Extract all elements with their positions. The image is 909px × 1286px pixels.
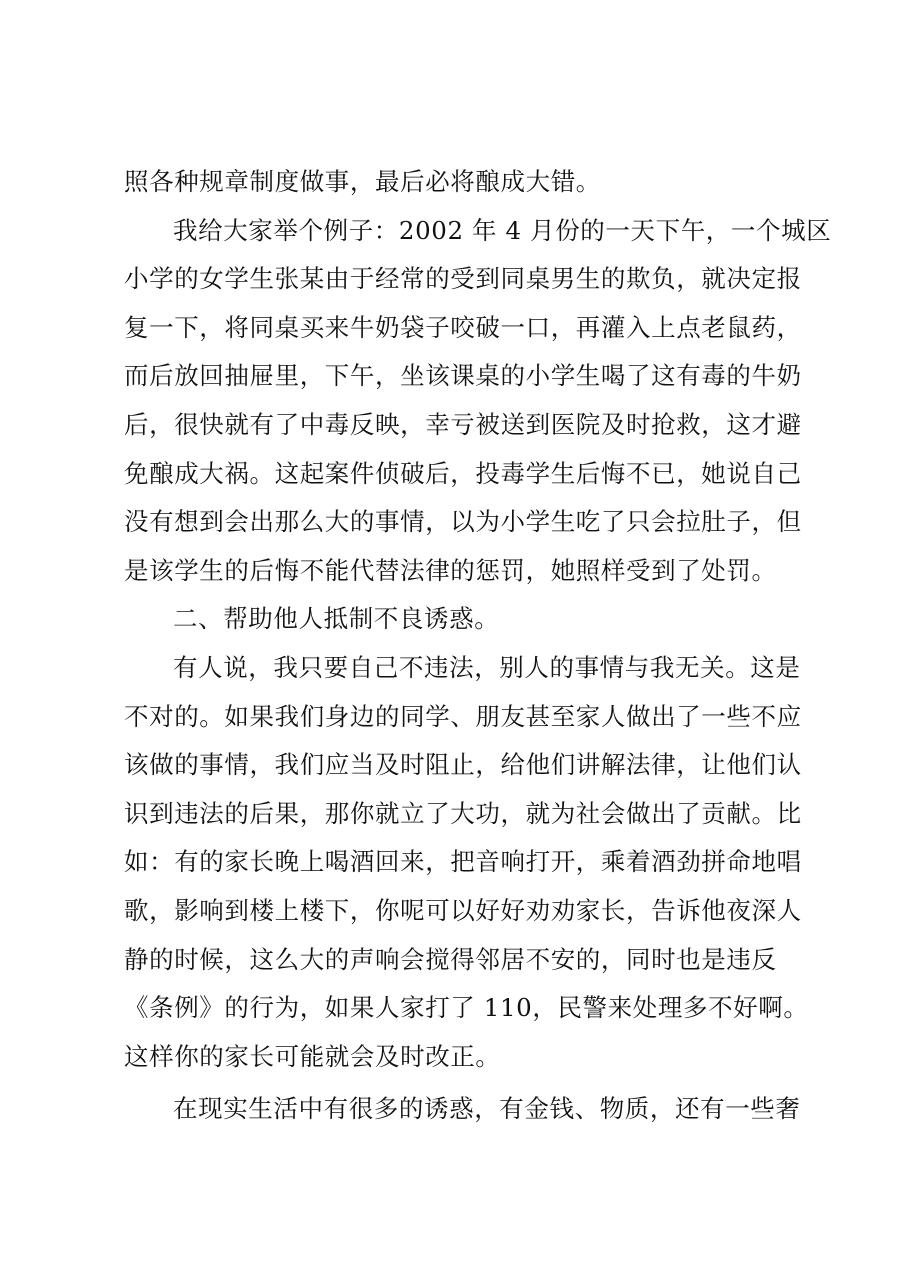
text-line: 该做的事情，我们应当及时阻止，给他们讲解法律，让他们认 xyxy=(124,750,802,780)
text-line: 没有想到会出那么大的事情，以为小学生吃了只会拉肚子，但 xyxy=(124,507,802,537)
text-line: 不对的。如果我们身边的同学、朋友甚至家人做出了一些不应 xyxy=(124,701,802,731)
text-line: 这样你的家长可能就会及时改正。 xyxy=(124,1041,501,1071)
text-line: 小学的女学生张某由于经常的受到同桌男生的欺负，就决定报 xyxy=(124,264,802,294)
section-heading: 二、帮助他人抵制不良诱惑。 xyxy=(173,604,500,634)
text-line: 是该学生的后悔不能代替法律的惩罚，她照样受到了处罚。 xyxy=(124,555,777,585)
text-line: 《条例》的行为，如果人家打了 110，民警来处理多不好啊。 xyxy=(124,993,809,1023)
document-body xyxy=(124,158,832,1134)
text-line: 静的时候，这么大的声响会搅得邻居不安的，同时也是违反 xyxy=(124,944,777,974)
paragraph-start: 有人说，我只要自己不违法，别人的事情与我无关。这是 xyxy=(173,652,801,682)
text-line: 照各种规章制度做事，最后必将酿成大错。 xyxy=(124,167,601,196)
text-line: 识到违法的后果，那你就立了大功，就为社会做出了贡献。比 xyxy=(124,798,802,828)
paragraph-start: 在现实生活中有很多的诱惑，有金钱、物质，还有一些奢 xyxy=(173,1094,801,1124)
text-line: 如：有的家长晚上喝酒回来，把音响打开，乘着酒劲拼命地唱 xyxy=(124,847,802,877)
text-line: 歌，影响到楼上楼下，你呢可以好好劝劝家长，告诉他夜深人 xyxy=(124,895,802,925)
text-line: 复一下，将同桌买来牛奶袋子咬破一口，再灌入上点老鼠药， xyxy=(124,312,802,342)
text-line: 免酿成大祸。这起案件侦破后，投毒学生后悔不已，她说自己 xyxy=(124,458,802,488)
text-line: 后，很快就有了中毒反映，幸亏被送到医院及时抢救，这才避 xyxy=(124,409,802,439)
text-line: 而后放回抽屉里，下午，坐该课桌的小学生喝了这有毒的牛奶 xyxy=(124,361,802,391)
paragraph-example-start: 我给大家举个例子：2002 年 4 月份的一天下午，一个城区 xyxy=(173,215,832,245)
